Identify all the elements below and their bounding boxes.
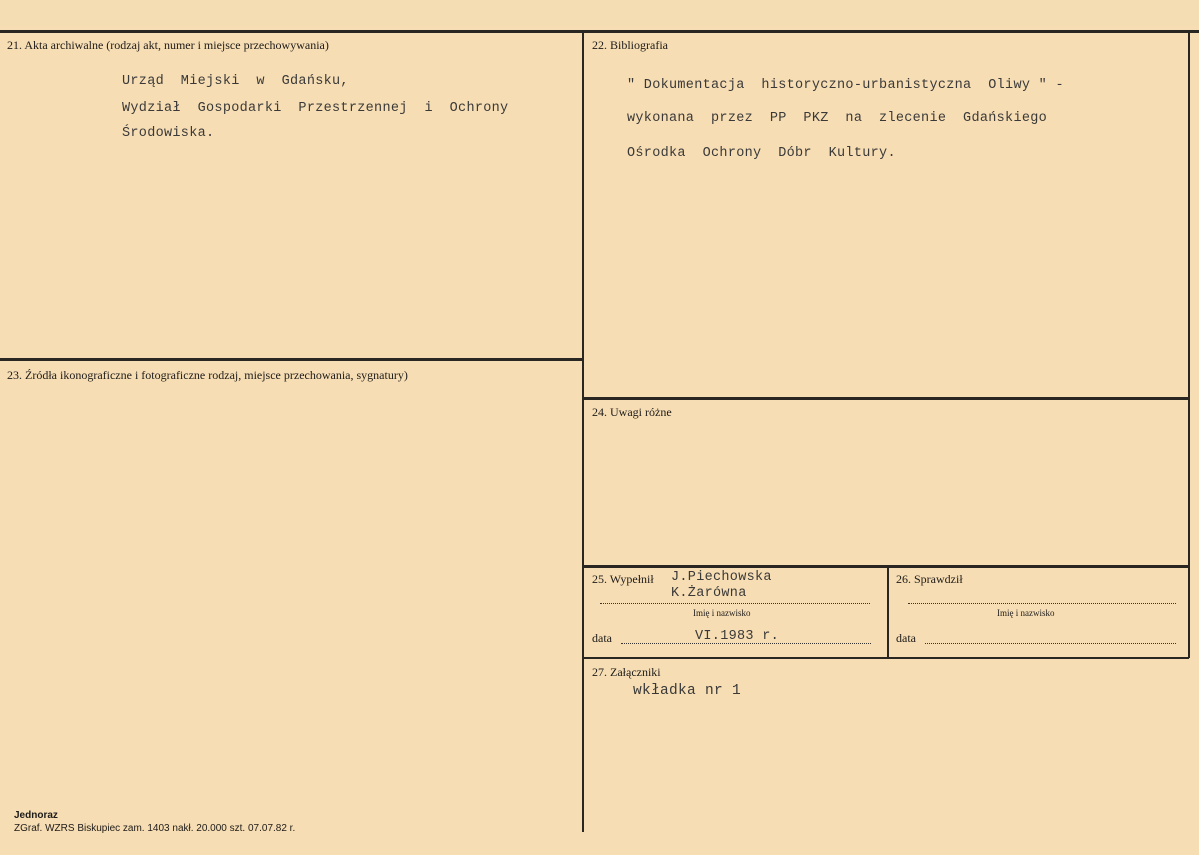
section-22-line-1: " Dokumentacja historyczno-urbanistyczna Oliwy " - [627, 78, 1064, 93]
attachments-value: wkładka nr 1 [633, 683, 742, 699]
section-21-line-1: Urząd Miejski w Gdańsku, [122, 74, 349, 89]
section-24-label: 24. Uwagi różne [592, 405, 672, 419]
divider-25-26 [887, 566, 889, 658]
checked-by-name-caption: Imię i nazwisko [997, 608, 1055, 618]
filled-by-name-1: J.Piechowska [671, 570, 772, 585]
left-section-divider [0, 358, 583, 361]
footer-line-1-text: Jednoraz [14, 810, 58, 821]
footer-line-1 [14, 810, 58, 821]
section-21-line-3: Środowiska. [122, 126, 215, 141]
section-27-label: 27. Załączniki [592, 665, 661, 679]
right-border [1188, 31, 1190, 658]
section-23-label: 23. Źródła ikonograficzne i fotograficzne rodzaj, miejsce przechowania, sygnatury) [7, 368, 408, 382]
section-26-label: 26. Sprawdził [896, 572, 963, 586]
card-top-edge [0, 0, 1199, 26]
section-22-line-2: wykonana przez PP PKZ na zlecenie Gdańskiego [627, 111, 1048, 126]
filled-by-name-line [600, 603, 870, 604]
section-21-line-2: Wydział Gospodarki Przestrzennej i Ochrony [122, 101, 509, 116]
filled-by-date-value: VI.1983 r. [695, 629, 780, 644]
section-22-label: 22. Bibliografia [592, 38, 668, 52]
footer-line-2: ZGraf. WZRS Biskupiec zam. 1403 nakł. 20.000 szt. 07.07.82 r. [14, 823, 296, 834]
checked-by-date-line [925, 643, 1176, 644]
filled-by-date-label: data [592, 631, 612, 645]
section-22-line-3: Ośrodka Ochrony Dóbr Kultury. [627, 146, 896, 161]
filled-by-name-2: K.Żarówna [671, 586, 747, 601]
checked-by-date-label: data [896, 631, 916, 645]
right-divider-24-25 [583, 565, 1189, 568]
filled-by-name-caption: Imię i nazwisko [693, 608, 751, 618]
top-border [0, 30, 1199, 33]
right-divider-25-27 [583, 657, 1189, 659]
right-divider-22-24 [583, 397, 1189, 400]
section-25-label: 25. Wypełnił [592, 572, 654, 586]
checked-by-name-line [908, 603, 1176, 604]
section-21-label: 21. Akta archiwalne (rodzaj akt, numer i miejsce przechowywania) [7, 38, 329, 52]
center-divider [582, 31, 584, 832]
